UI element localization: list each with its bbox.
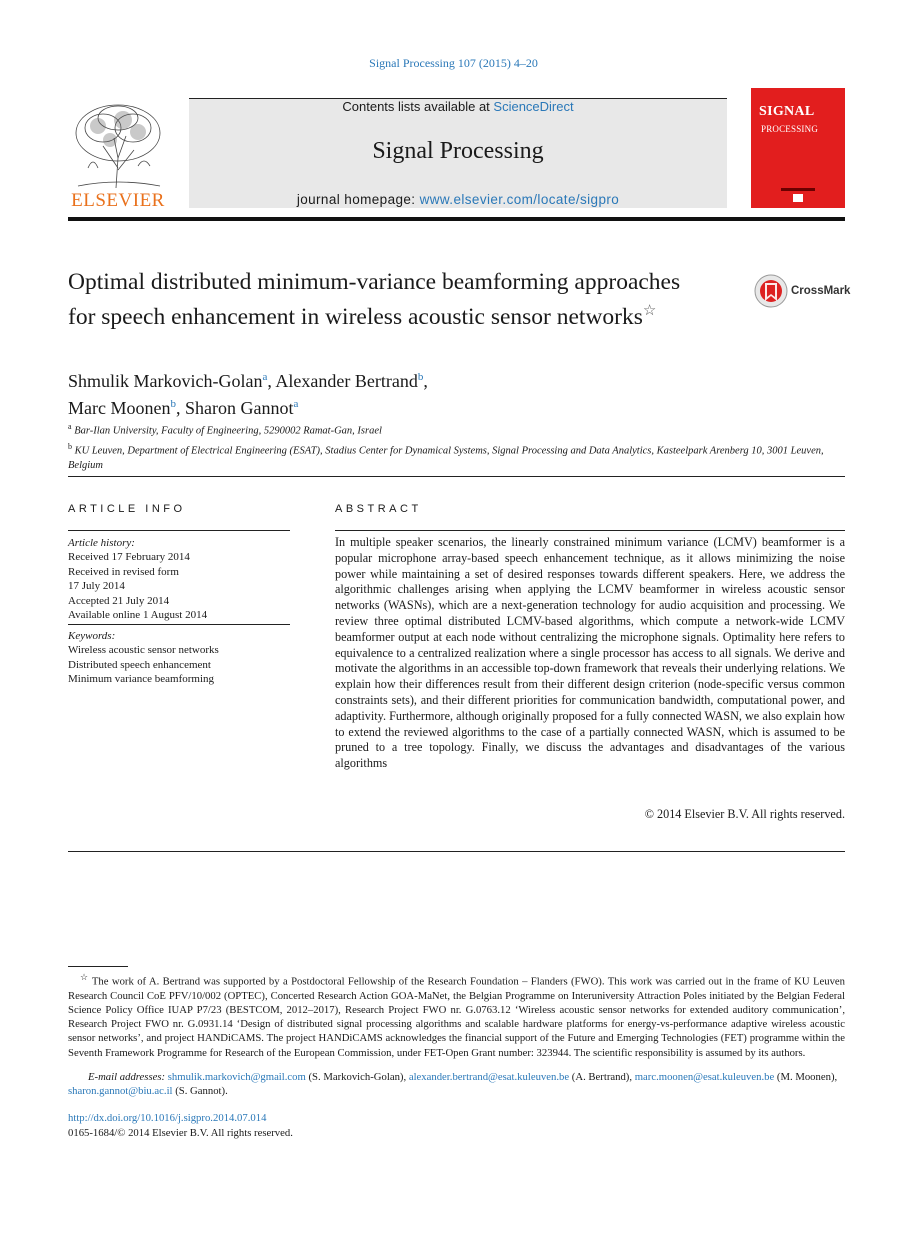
- footnote-rule: [68, 966, 128, 967]
- history-item: Accepted 21 July 2014: [68, 594, 170, 607]
- header-rule: [68, 217, 845, 221]
- homepage-link[interactable]: www.elsevier.com/locate/sigpro: [419, 192, 620, 207]
- cover-title-signal: SIGNAL: [759, 104, 815, 119]
- funding-footnote: [68, 970, 845, 1060]
- contents-line: [189, 99, 727, 114]
- keywords: [68, 629, 290, 687]
- history-item: 17 July 2014: [68, 580, 125, 593]
- email-link[interactable]: sharon.gannot@biu.ac.il: [68, 1085, 173, 1098]
- author-affiliation-mark[interactable]: a: [293, 398, 299, 410]
- journal-reference[interactable]: Signal Processing 107 (2015) 4–20: [369, 56, 538, 70]
- divider: [335, 530, 845, 531]
- article-info-heading: ARTICLE INFO: [68, 503, 186, 515]
- history-item: Received in revised form: [68, 565, 179, 578]
- cover-publisher-icon: [793, 194, 803, 202]
- cover-title-processing: PROCESSING: [761, 124, 819, 134]
- affiliation-b: [68, 439, 848, 474]
- email-link[interactable]: alexander.bertrand@esat.kuleuven.be: [408, 1071, 570, 1083]
- history-item: Available online 1 August 2014: [68, 609, 208, 622]
- keyword-item: Minimum variance beamforming: [68, 673, 215, 686]
- article-title-text: Optimal distributed minimum-variance beamforming approaches for speech enhancement in wireless acoustic sensor networks: [68, 269, 681, 330]
- affiliation-mark: b: [68, 441, 72, 451]
- divider: [68, 851, 845, 852]
- sciencedirect-link[interactable]: ScienceDirect: [493, 99, 574, 114]
- email-link[interactable]: shmulik.markovich@gmail.com: [167, 1071, 306, 1083]
- affiliation-text: KU Leuven, Department of Electrical Engineering (ESAT), Stadius Center for Dynamical Systems, Signal Processing and Data Analytics, Kasteelpark Arenberg 10, 3001 Leuven, Belgium: [68, 445, 824, 471]
- journal-cover[interactable]: [751, 88, 845, 208]
- author-affiliation-mark[interactable]: a: [262, 371, 268, 383]
- divider: [68, 624, 290, 625]
- abstract-text: In multiple speaker scenarios, the linearly constrained minimum variance (LCMV) beamformer is a popular microphone array-based speech enhancement technique, as it allows minimizing the noise power while maintaining a set of desired responses towards different speakers. Here, we address the algorithmic challenges arising when applying the LCMV beamformer in wireless acoustic sensor networks (WASNs), which are a next-generation technology for audio acquisition and processing. We review three optimal distributed LCMV-based algorithms, which compute a network-wide LCMV beamformer output at each node without centralizing the microphone signals. Optimality here refers to equivalence to a centralized realization where a single processor has access to all signals. We derive and motivate the algorithms in an accessible top-down framework that reveals their underlying relations. We explain how their differences result from their different design criterion (node-specific versus common constraints sets), and their different priorities for communication bandwidth, computational power, and adaptivity. Furthermore, although originally proposed for a fully connected WASN, we also explain how to extend the reviewed algorithms to the case of a partially connected WASN, which is assumed to be pruned to a tree topology. Finally, we discuss the advantages and disadvantages of the various algorithms: [335, 535, 845, 771]
- homepage-prefix: journal homepage:: [296, 192, 420, 207]
- author-separator: ,: [267, 371, 276, 391]
- affiliation-mark: a: [68, 422, 72, 431]
- elsevier-wordmark: ELSEVIER: [71, 190, 165, 211]
- email-owner: (M. Moonen),: [774, 1071, 838, 1083]
- footnote-star: ☆: [80, 972, 89, 982]
- crossmark-icon[interactable]: [753, 273, 789, 309]
- article-history: [68, 536, 290, 622]
- article-title: [68, 268, 708, 331]
- email-label: E-mail addresses:: [88, 1071, 166, 1083]
- email-owner: (A. Bertrand),: [569, 1071, 635, 1083]
- contents-prefix: Contents lists available at: [342, 99, 494, 114]
- author-name: Shmulik Markovich-Golan: [68, 371, 263, 391]
- affiliation-a: [68, 419, 848, 439]
- abstract-heading: ABSTRACT: [335, 503, 422, 515]
- author-separator: ,: [423, 371, 428, 391]
- homepage-line: [189, 192, 727, 207]
- author-name: Alexander Bertrand: [275, 371, 418, 391]
- keyword-item: Distributed speech enhancement: [68, 658, 211, 671]
- history-label: Article history:: [68, 537, 135, 549]
- author-name: Sharon Gannot: [184, 398, 294, 418]
- title-footnote-star[interactable]: ☆: [642, 302, 657, 319]
- cover-stripe: [781, 188, 815, 191]
- author-affiliation-mark[interactable]: b: [170, 398, 176, 410]
- issn-copyright: 0165-1684/© 2014 Elsevier B.V. All rights reserved.: [68, 1127, 293, 1139]
- history-item: Received 17 February 2014: [68, 551, 190, 564]
- divider: [68, 476, 845, 477]
- divider: [68, 530, 290, 531]
- email-addresses: [68, 1070, 845, 1098]
- footnote-text: The work of A. Bertrand was supported by a Postdoctoral Fellowship of the Research Foundation – Flanders (FWO). This work was carried out in the frame of KU Leuven Research Council CoE PFV/10/002 (OPTEC), Concerted Research Action GOA-MaNet, the Belgian Programme on Interuniversity Attraction Poles initiated by the Belgian Federal Science Policy Office IUAP P7/23 (BESTCOM, 2012–2017), Research Project FWO nr. G.0763.12 ‘Wireless acoustic sensor networks for extended auditory communication’, Research Project FWO nr. G.0931.14 ‘Design of distributed signal processing algorithms and scalable hardware platforms for energy-vs-performance adaptive wireless acoustic sensor networks’, and project HANDiCAMS. The project HANDiCAMS acknowledges the financial support of the Future and Emerging Technologies (FET) programme within the Seventh Framework Programme for Research of the European Commission, under FET-Open Grant number: 323944. The scientific responsibility is assumed by its authors.: [68, 975, 846, 1059]
- author-name: Marc Moonen: [68, 398, 171, 418]
- author-list: [68, 366, 708, 420]
- abstract-copyright: © 2014 Elsevier B.V. All rights reserved.: [644, 807, 845, 821]
- keyword-item: Wireless acoustic sensor networks: [68, 644, 219, 657]
- author-affiliation-mark[interactable]: b: [417, 371, 424, 383]
- keywords-label: Keywords:: [68, 630, 116, 642]
- author-separator: ,: [175, 398, 185, 418]
- email-owner: (S. Markovich-Golan),: [305, 1071, 409, 1083]
- affiliation-text: Bar-Ilan University, Faculty of Engineering, 5290002 Ramat-Gan, Israel: [74, 425, 382, 437]
- email-owner: (S. Gannot).: [172, 1085, 228, 1098]
- crossmark-label[interactable]: CrossMark: [791, 285, 851, 297]
- email-link[interactable]: marc.moonen@esat.kuleuven.be: [634, 1071, 775, 1083]
- affiliations: [68, 419, 848, 473]
- journal-title: Signal Processing: [372, 138, 544, 164]
- doi-link[interactable]: http://dx.doi.org/10.1016/j.sigpro.2014.07.014: [68, 1112, 267, 1124]
